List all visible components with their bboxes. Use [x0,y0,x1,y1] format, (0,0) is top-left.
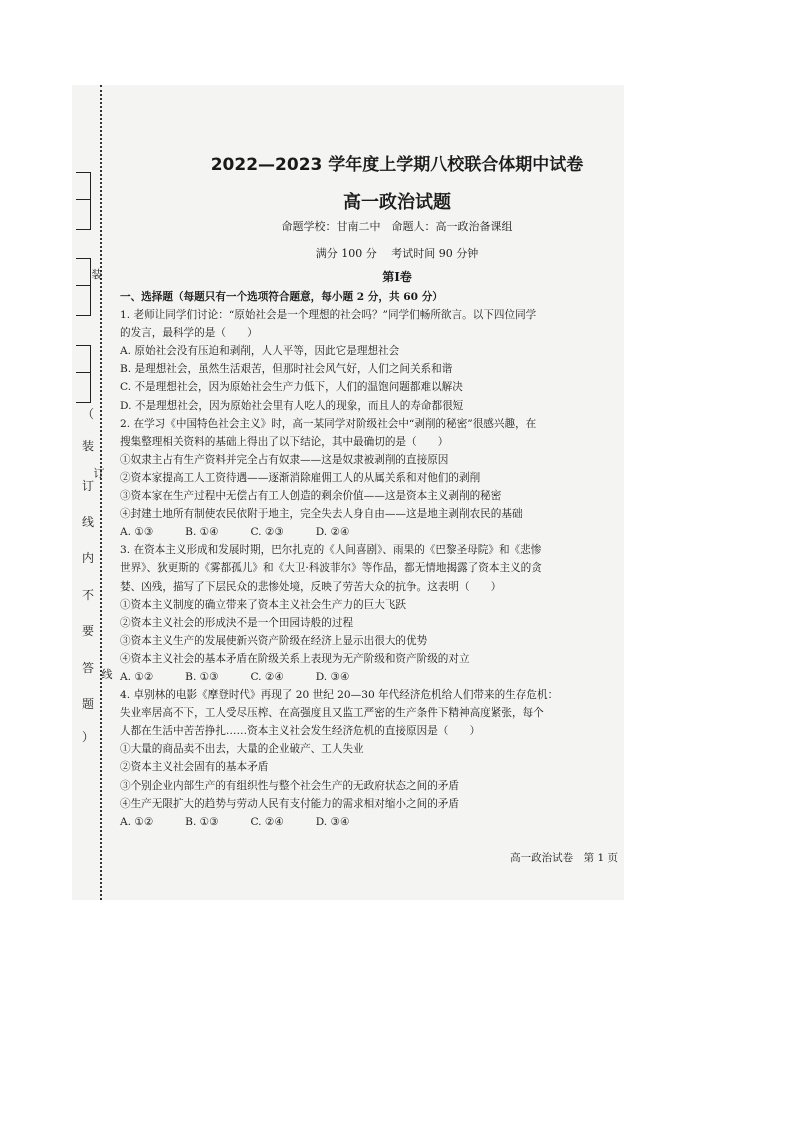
margin-label-zhuang: 装 [91,268,103,281]
margin-warning-char: 内 [81,551,94,565]
margin-warning-char: 要 [81,624,94,638]
margin-warning-char: 订 [81,479,94,493]
margin-label-ding: 订 [93,467,105,480]
option-line: C. 不是理想社会，因为原始社会生产力低下，人们的温饱问题都难以解决 [120,381,463,394]
margin-bracket [76,345,91,403]
section-heading: 一、选择题（每题只有一个选项符合题意，每小题 2 分，共 60 分） [120,291,443,303]
question-line: 的发言，最科学的是（ ） [120,327,258,340]
margin-label-xian: 线 [101,668,113,681]
question-line: 4. 卓别林的电影《摩登时代》再现了 20 世纪 20—30 年代经济危机给人们带来的生存危机： [120,689,559,702]
option-line: D. 不是理想社会，因为原始社会里有人吃人的现象，而且人的寿命都很短 [120,399,464,412]
question-body [120,288,625,831]
margin-warning-char: 不 [81,588,94,602]
statement-line: ①奴隶主占有生产资料并完全占有奴隶——这是奴隶被剥削的直接原因 [120,453,449,466]
statement-line: ④封建土地所有制使农民依附于地主，完全失去人身自由——这是地主剥削农民的基础 [120,508,523,521]
exam-title: 2022—2023 学年度上学期八校联合体期中试卷 [210,155,584,175]
margin-warning-char: ） [81,730,94,744]
answer-options: A. ①② B. ①③ C. ②④ D. ③④ [120,815,350,828]
question-line: 世界》、狄更斯的《雾都孤儿》和《大卫·科波菲尔》等作品，都无情地揭露了资本主义的贪 [120,562,542,575]
statement-line: ③个别企业内部生产的有组织性与整个社会生产的无政府状态之间的矛盾 [120,779,459,792]
question-line: 人都在生活中苦苦挣扎……资本主义社会发生经济危机的直接原因是（ ） [120,725,481,738]
margin-warning-char: 答 [81,661,94,675]
question-line: 2. 在学习《中国特色社会主义》时，高一某同学对阶级社会中“剥削的秘密”很感兴趣，在 [120,417,537,430]
statement-line: ②资本主义社会固有的基本矛盾 [120,761,269,774]
statement-line: ①资本主义制度的确立带来了资本主义社会生产力的巨大飞跃 [120,598,407,611]
margin-bracket [76,258,91,316]
exam-info: 满分 100 分 考试时间 90 分钟 [315,247,479,260]
statement-line: ③资本家在生产过程中无偿占有工人创造的剩余价值——这是资本主义剥削的秘密 [120,490,502,503]
statement-line: ④生产无限扩大的趋势与劳动人民有支付能力的需求相对缩小之间的矛盾 [120,797,459,810]
statement-line: ③资本主义生产的发展使新兴资产阶级在经济上显示出很大的优势 [120,634,428,647]
page-footer: 高一政治试卷 第 1 页 [510,852,618,864]
margin-warning-char: 线 [81,515,94,529]
question-line: 3. 在资本主义形成和发展时期，巴尔扎克的《人间喜剧》、雨果的《巴黎圣母院》和《悲惨 [120,544,542,557]
answer-options: A. ①③ B. ①④ C. ②③ D. ②④ [120,526,350,539]
answer-options: A. ①② B. ①③ C. ②④ D. ③④ [120,670,350,683]
volume-heading: 第Ⅰ卷 [382,270,412,284]
exam-subtitle: 高一政治试题 [343,192,451,213]
margin-warning-char: （ [81,407,94,421]
exam-setter: 命题学校：甘南二中 命题人：高一政治备课组 [281,220,513,233]
question-line: 婪、凶残，描写了下层民众的悲惨处境，反映了劳苦大众的抗争。这表明（ ） [120,580,502,593]
option-line: B. 是理想社会，虽然生活艰苦，但那时社会风气好，人们之间关系和谐 [120,363,453,376]
question-line: 失业率居高不下，工人受尽压榨、在高强度且又监工严密的生产条件下精神高度紧张，每个 [120,707,544,720]
margin-warning-char: 题 [81,697,94,711]
margin-warning-char: 装 [81,439,94,453]
statement-line: ①大量的商品卖不出去，大量的企业破产、工人失业 [120,743,364,756]
statement-line: ④资本主义社会的基本矛盾在阶级关系上表现为无产阶级和资产阶级的对立 [120,652,470,665]
statement-line: ②资本主义社会的形成決不是一个田园诗般的过程 [120,616,354,629]
question-line: 搜集整理相关资料的基础上得出了以下结论，其中最确切的是（ ） [120,435,449,448]
statement-line: ②资本家提高工人工资待遇——逐渐消除雇佣工人的从属关系和对他们的剥削 [120,471,481,484]
question-line: 1. 老师让同学们讨论：“原始社会是一个理想的社会吗？”同学们畅所欲言。以下四位同学 [120,309,537,322]
option-line: A. 原始社会没有压迫和剥削，人人平等，因此它是理想社会 [120,345,400,358]
